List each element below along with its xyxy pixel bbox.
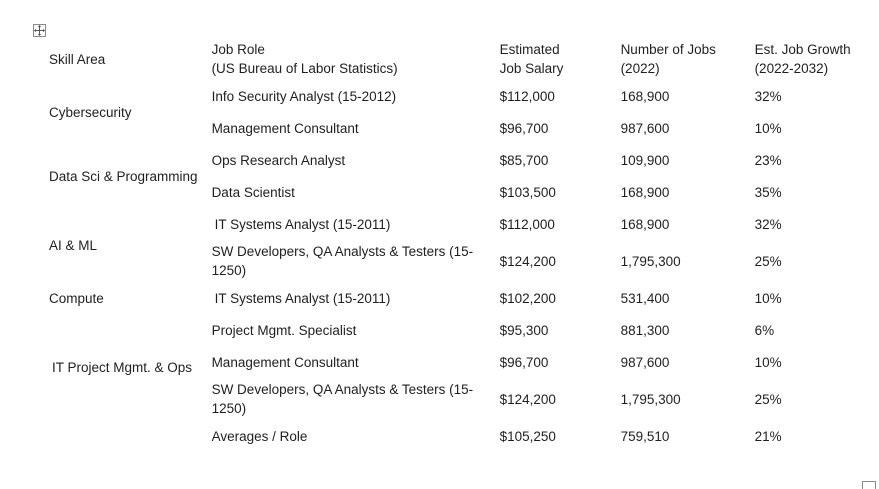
salary-cell: $95,300 bbox=[499, 322, 549, 338]
job-role-cell: Ops Research Analyst bbox=[211, 152, 346, 168]
salary-cell: $124,200 bbox=[499, 391, 556, 407]
table-row bbox=[42, 144, 868, 176]
averages-row bbox=[42, 420, 868, 452]
skill-area-cell: Cybersecurity bbox=[49, 104, 132, 120]
header-number-of-jobs: Number of Jobs (2022) bbox=[620, 42, 716, 76]
jobs-cell: 168,900 bbox=[620, 88, 670, 104]
move-arrows-icon bbox=[34, 25, 45, 36]
salary-cell: $112,000 bbox=[499, 88, 555, 104]
job-role-cell: Management Consultant bbox=[211, 354, 359, 370]
growth-cell: 32% bbox=[754, 88, 782, 104]
table-row bbox=[42, 314, 868, 346]
growth-cell: 10% bbox=[754, 290, 782, 306]
jobs-cell: 168,900 bbox=[620, 216, 670, 232]
growth-cell: 25% bbox=[754, 253, 782, 269]
growth-cell: 10% bbox=[754, 354, 782, 370]
salary-cell: $96,700 bbox=[499, 354, 549, 370]
job-role-cell: Project Mgmt. Specialist bbox=[211, 322, 357, 338]
skill-area-cell: AI & ML bbox=[49, 237, 98, 253]
salary-cell: $96,700 bbox=[499, 120, 549, 136]
header-salary: Estimated Job Salary bbox=[499, 42, 564, 76]
growth-cell: 10% bbox=[754, 120, 782, 136]
averages-label: Averages / Role bbox=[211, 428, 308, 444]
salary-cell: $102,200 bbox=[499, 290, 556, 306]
averages-jobs: 759,510 bbox=[620, 428, 670, 444]
jobs-cell: 531,400 bbox=[620, 290, 670, 306]
averages-growth: 21% bbox=[754, 428, 782, 444]
job-role-cell: SW Developers, QA Analysts & Testers (15-1250) bbox=[211, 244, 474, 278]
table-row bbox=[42, 80, 868, 112]
header-skill-area: Skill Area bbox=[49, 51, 106, 67]
averages-salary: $105,250 bbox=[499, 428, 556, 444]
table-row bbox=[42, 208, 868, 240]
jobs-cell: 1,795,300 bbox=[620, 391, 681, 407]
growth-cell: 35% bbox=[754, 184, 782, 200]
table-move-handle[interactable] bbox=[33, 24, 46, 37]
job-role-cell bbox=[205, 282, 493, 314]
skill-area-cell: Data Sci & Programming bbox=[49, 168, 198, 184]
growth-cell: 25% bbox=[754, 391, 782, 407]
job-role-cell bbox=[205, 208, 493, 240]
jobs-cell: 881,300 bbox=[620, 322, 670, 338]
growth-cell: 32% bbox=[754, 216, 782, 232]
skill-area-text: IT Project Mgmt. & Ops bbox=[52, 359, 193, 375]
salary-cell: $85,700 bbox=[499, 152, 549, 168]
growth-cell: 6% bbox=[754, 322, 775, 338]
header-row bbox=[42, 38, 868, 80]
skill-area-cell: Compute bbox=[49, 290, 104, 306]
header-job-role: Job Role (US Bureau of Labor Statistics) bbox=[211, 42, 398, 76]
jobs-cell: 109,900 bbox=[620, 152, 670, 168]
job-role-text: IT Systems Analyst (15-2011) bbox=[214, 216, 391, 232]
jobs-cell: 987,600 bbox=[620, 354, 670, 370]
jobs-table bbox=[42, 38, 868, 452]
salary-cell: $124,200 bbox=[499, 253, 556, 269]
salary-cell: $103,500 bbox=[499, 184, 556, 200]
growth-cell: 23% bbox=[754, 152, 782, 168]
job-role-cell: Info Security Analyst (15-2012) bbox=[211, 88, 397, 104]
jobs-cell: 168,900 bbox=[620, 184, 670, 200]
header-job-growth: Est. Job Growth (2022-2032) bbox=[754, 42, 851, 76]
salary-cell: $112,000 bbox=[499, 216, 555, 232]
table-row bbox=[42, 282, 868, 314]
jobs-cell: 1,795,300 bbox=[620, 253, 681, 269]
jobs-cell: 987,600 bbox=[620, 120, 670, 136]
job-role-text: IT Systems Analyst (15-2011) bbox=[214, 290, 391, 306]
job-role-cell: Data Scientist bbox=[211, 184, 295, 200]
table-resize-handle[interactable] bbox=[862, 481, 876, 489]
skill-area-cell bbox=[42, 314, 205, 420]
job-role-cell: SW Developers, QA Analysts & Testers (15-1250) bbox=[211, 382, 474, 416]
job-role-cell: Management Consultant bbox=[211, 120, 359, 136]
empty-cell bbox=[42, 420, 205, 452]
